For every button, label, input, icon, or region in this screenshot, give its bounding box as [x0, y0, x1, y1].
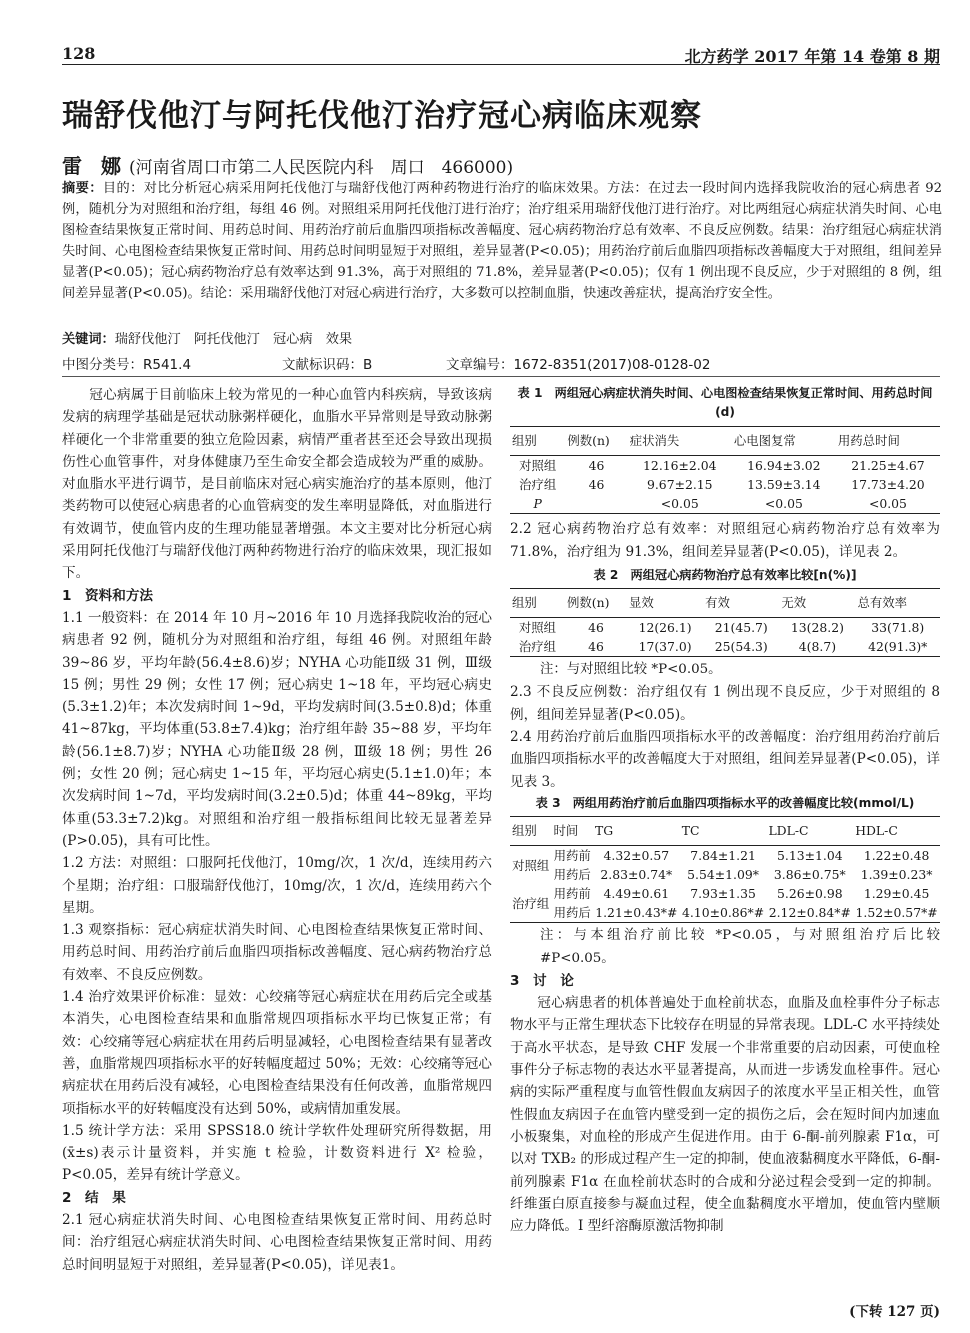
table-cell: 46 — [588, 458, 605, 474]
table-cell: 46 — [565, 637, 627, 657]
continued-note: (下转 127 页) — [849, 1304, 940, 1320]
table-cell: 25(54.3) — [703, 637, 779, 657]
table-cell: 用药前 — [553, 848, 591, 864]
table-cell: 33(71.8) — [871, 620, 925, 636]
page-number: 128 — [62, 44, 96, 63]
table-cell: 21(45.7) — [714, 620, 768, 636]
section-1-5-label: 1.5 统计学方法： — [62, 1122, 174, 1139]
section-1-5 — [62, 1120, 492, 1187]
section-1-4 — [62, 986, 492, 1120]
right-column — [510, 384, 940, 1237]
table-cell: 16.94±3.02 — [747, 458, 821, 474]
section-1-3 — [62, 919, 492, 986]
table-1-header: 组别 — [510, 427, 565, 456]
author-affiliation: (河南省周口市第二人民医院内科 周口 466000) — [128, 158, 514, 178]
section-1-3-label: 1.3 观察指标： — [62, 922, 158, 939]
table-1-caption: 表 1 两组冠心病症状消失时间、心电图检查结果恢复正常时间、用药总时间(d) — [517, 386, 933, 419]
table-row — [510, 494, 940, 514]
table-cell: 1.22±0.48 — [863, 848, 930, 864]
clc-number: 中图分类号：R541.4 — [62, 357, 192, 373]
article-title: 瑞舒伐他汀与阿托伐他汀治疗冠心病临床观察 — [62, 98, 702, 134]
section-1-heading: 1 资料和方法 — [62, 587, 154, 604]
table-row — [510, 456, 940, 476]
table-cell: 用药后 — [551, 903, 592, 923]
table-cell: 46 — [588, 477, 605, 493]
table-cell: 9.67±2.15 — [646, 477, 713, 493]
author-line — [62, 150, 513, 179]
table-cell: 2.83±0.74* — [600, 867, 673, 883]
section-1-2-text: 对照组：口服阿托伐他汀，10mg/次，1 次/d，连续用药六个星期；治疗组：口服瑞舒伐他汀，10mg/次，1 次/d，连续用药六个星期。 — [62, 855, 492, 916]
table-2-caption: 表 2 两组冠心病药物治疗总有效率比较[n(%)] — [593, 567, 857, 582]
section-2-4: 2.4 用药治疗前后血脂四项指标水平的改善幅度：治疗组用药治疗前后血脂四项指标水平的改善幅度大于对照组，组间差异显著(P<0.05)，详见表 3。 — [510, 729, 940, 790]
table-1-header: 用药总时间 — [836, 427, 940, 456]
table-cell: 用药前 — [553, 886, 591, 902]
keywords — [62, 328, 352, 347]
table-row — [510, 865, 940, 884]
table-3-note: 注：与本组治疗前比较 *P<0.05，与对照组治疗后比较 #P<0.05。 — [540, 928, 940, 966]
section-1-1-text: 在 2014 年 10 月~2016 年 10 月选择我院收治的冠心病患者 92 例，随机分为对照组和治疗组，每组 46 例。对照组年龄 39~86 岁，平均年龄(56.4±8.6)岁；NYHA 心功能Ⅱ级 31 例，Ⅲ级 15 例；男性 29 例；女性 17 例；冠心病史 1~18 年，平均冠心病史(5.3±1.2)年；本次发病时间 1~9d，平均发病时间(3.5±0.8)d；体重 41~87kg，平均体重(53.8±7.4)kg；治疗组年龄 35~88 岁，平均年龄(56.1±8.7)岁；NYHA 心功能Ⅱ级 28 例，Ⅲ级 18 例；男性 26 例；女性 20 例；冠心病史 1~15 年，平均冠心病史(5.1±1.0)年；本次发病时间 1~7d，平均发病时间(3.2±0.5)d；体重 44~89kg，平均体重(53.3±7.2)kg。对照组和治疗组一般指标组间比较无显著差异(P>0.05)，具有可比性。 — [62, 609, 492, 849]
abstract-text: 目的：对比分析冠心病采用阿托伐他汀与瑞舒伐他汀两种药物进行治疗的临床效果。方法：在过去一段时间内选择我院收治的冠心病患者 92 例，随机分为对照组和治疗组，每组 46 例。对照组采用阿托伐他汀进行治疗；治疗组采用瑞舒伐他汀进行治疗。对比两组冠心病症状消失时间、心电图检查结果恢复正常时间、用药总时间、用药治疗前后血脂四项指标改善幅度、冠心病药物治疗总有效率、不良反应例数。结果：治疗组冠心病症状消失时间、心电图检查结果恢复正常时间、用药总时间明显短于对照组，差异显著(P<0.05)；用药治疗前后血脂四项指标改善幅度大于对照组，组间差异显著(P<0.05)；冠心病药物治疗总有效率达到 91.3%，高于对照组的 71.8%，差异显著(P<0.05)；仅有 1 例出现不良反应，少于对照组的 8 例，组间差异显著(P<0.05)。结论：采用瑞舒伐他汀对冠心病进行治疗，大多数可以控制血脂，快速改善症状，提高治疗安全性。 — [62, 181, 943, 301]
table-2-header: 总有效率 — [856, 588, 940, 617]
doc-code: 文献标识码：B — [282, 357, 373, 373]
table-cell: 13(28.2) — [790, 620, 844, 636]
table-cell: 5.26±0.98 — [777, 886, 843, 902]
table-cell: 42(91.3)* — [856, 637, 940, 657]
table-cell: 用药后 — [553, 867, 591, 883]
section-1-1-label: 1.1 一般资料： — [62, 609, 156, 626]
section-3-heading: 3 讨 论 — [510, 972, 574, 989]
table-cell: 1.52±0.57*# — [853, 903, 940, 923]
table-cell: 5.54±1.09* — [687, 867, 759, 883]
table-cell: <0.05 — [732, 494, 836, 514]
author-name: 雷 娜 — [62, 154, 127, 178]
section-2-2: 2.2 冠心病药物治疗总有效率：对照组冠心病药物治疗总有效率为 71.8%，治疗组为 91.3%，组间差异显著(P<0.05)，详见表 2。 — [510, 521, 940, 560]
table-cell: 1.21±0.43*# — [593, 903, 680, 923]
section-1-5-text: 采用 SPSS18.0 统计学软件处理研究所得数据，用(x̄±s)表示计量资料，并实施 t 检验，计数资料进行 X² 检验，P<0.05，差异有统计学意义。 — [62, 1122, 492, 1184]
table-row — [510, 884, 940, 903]
table-cell: 13.59±3.14 — [747, 477, 821, 493]
section-1-4-label: 1.4 治疗效果评价标准： — [62, 989, 214, 1006]
section-1-1 — [62, 607, 492, 852]
table-cell: 21.25±4.67 — [851, 458, 925, 474]
table-3-header: HDL-C — [853, 816, 940, 845]
section-1-3-text: 冠心病症状消失时间、心电图检查结果恢复正常时间、用药总时间、用药治疗前后血脂四项指标改善幅度、冠心病药物治疗总有效率、不良反应例数。 — [62, 922, 492, 983]
table-cell: 1.29±0.45 — [863, 886, 930, 902]
meta-rule — [62, 376, 940, 377]
table-3-header: LDL-C — [766, 816, 853, 845]
table-group-cell: 治疗组 — [510, 884, 551, 923]
section-2-1-text: 治疗组冠心病症状消失时间、心电图检查结果恢复正常时间、用药总时间明显短于对照组，差异显著(P<0.05)，详见表1。 — [62, 1234, 493, 1273]
table-3-caption: 表 3 两组用药治疗前后血脂四项指标水平的改善幅度比较(mmol/L) — [535, 795, 915, 810]
table-row — [510, 618, 940, 638]
table-2 — [510, 588, 940, 657]
table-cell: 2.12±0.84*# — [766, 903, 853, 923]
section-1-2 — [62, 852, 492, 919]
table-2-header: 组别 — [510, 588, 565, 617]
table-cell: 7.84±1.21 — [690, 848, 756, 864]
table-cell — [565, 494, 627, 514]
table-cell: 对照组 — [519, 458, 557, 474]
section-2-1-label: 2.1 冠心病症状消失时间、心电图检查结果恢复正常时间、用药总时间： — [62, 1211, 492, 1251]
table-group-cell: 对照组 — [512, 857, 550, 873]
table-2-note: 注：与对照组比较 *P<0.05。 — [540, 662, 722, 678]
table-cell: 7.93±1.35 — [690, 886, 756, 902]
keywords-text: 瑞舒伐他汀 阿托伐他汀 冠心病 效果 — [114, 332, 353, 347]
table-3-header: 组别 — [510, 816, 551, 845]
table-cell: 12.16±2.04 — [643, 458, 717, 474]
table-3 — [510, 816, 940, 923]
table-row — [510, 846, 940, 866]
header-rule — [62, 64, 940, 65]
table-cell: 1.39±0.23* — [860, 867, 933, 883]
table-cell: 治疗组 — [519, 477, 557, 493]
table-1-header: 症状消失 — [628, 427, 732, 456]
section-2-1 — [62, 1209, 492, 1276]
table-cell: <0.05 — [836, 494, 940, 514]
table-cell: 对照组 — [518, 620, 557, 636]
section-2-heading: 2 结 果 — [62, 1189, 126, 1206]
journal-header: 北方药学 2017 年第 14 卷第 8 期 — [684, 47, 940, 66]
table-row — [510, 637, 940, 657]
table-3-header: 时间 — [551, 816, 592, 845]
table-cell: 4(8.7) — [779, 637, 855, 657]
table-1-header: 心电图复常 — [732, 427, 836, 456]
table-3-header: TC — [680, 816, 767, 845]
table-cell: 46 — [588, 620, 604, 636]
table-2-header: 显效 — [627, 588, 703, 617]
section-1-2-label: 1.2 方法： — [62, 855, 130, 872]
table-2-header: 例数(n) — [565, 588, 627, 617]
table-1-header: 例数(n) — [565, 427, 627, 456]
table-cell: 17.73±4.20 — [851, 477, 925, 493]
intro-paragraph: 冠心病属于目前临床上较为常见的一种心血管内科疾病，导致该病发病的病理学基础是冠状动脉粥样硬化，血脂水平异常则是导致动脉粥样硬化一个非常重要的独立危险因素，病情严重者甚至还会导致出现损伤性心血管事件，对身体健康乃至生命安全都会造成较为严重的威胁。对血脂水平进行调节，是目前临床对冠心病实施治疗的基本原则，他汀类药物可以使冠心病患者的心血管病变的发生率明显降低，对血脂进行有效调节，使血管内皮的生理功能显著增强。本文主要对比分析冠心病采用阿托伐他汀与瑞舒伐他汀两种药物进行治疗的临床效果，现汇报如下。 — [62, 387, 492, 582]
table-cell: 12(26.1) — [638, 620, 692, 636]
section-2-3: 2.3 不良反应例数：治疗组仅有 1 例出现不良反应，少于对照组的 8 例，组间差异显著(P<0.05)。 — [510, 684, 940, 723]
left-column — [62, 384, 492, 1276]
table-2-header: 无效 — [779, 588, 855, 617]
table-cell: 5.13±1.04 — [777, 848, 843, 864]
abstract-label: 摘要： — [62, 181, 103, 196]
table-3-header: TG — [593, 816, 680, 845]
keywords-label: 关键词： — [62, 332, 115, 347]
table-cell: 4.49±0.61 — [603, 886, 670, 902]
table-row — [510, 903, 940, 923]
table-2-header: 有效 — [703, 588, 779, 617]
article-number: 文章编号：1672-8351(2017)08-0128-02 — [446, 357, 711, 373]
table-1 — [510, 426, 940, 514]
table-cell: <0.05 — [628, 494, 732, 514]
table-cell: 4.10±0.86*# — [680, 903, 767, 923]
table-cell: 治疗组 — [510, 637, 565, 657]
section-1-4-text: 显效：心绞痛等冠心病症状在用药后完全或基本消失，心电图检查结果和血脂常规四项指标水平均已恢复正常；有效：心绞痛等冠心病症状在用药后明显减轻，心电图检查结果有显著改善，血脂常规四项指标水平的好转幅度超过 50%；无效：心绞痛等冠心病症状在用药后没有减轻，心电图检查结果没有任何改善，血脂常规四项指标水平的好转幅度没有达到 50%，或病情加重发展。 — [62, 989, 492, 1117]
table-cell: 4.32±0.57 — [603, 848, 670, 864]
discussion-paragraph: 冠心病患者的机体普遍处于血栓前状态，血脂及血栓事件分子标志物水平与正常生理状态下比较存在明显的异常表现。LDL-C 水平持续处于高水平状态，是导致 CHF 发展一个非常重要的启动因素，可使血栓事件分子标志物的表达水平显著提高，从而进一步诱发血栓事件。冠心病的实际严重程度与血管性假血友病因子的浓度水平呈正相关性，血管性假血友病因子在血管内壁受到一定的损伤之后，会在短时间内加速血小板聚集，对血栓的形成产生促进作用。由于 6-酮-前列腺素 F1α，可以对 TXB₂ 的形成过程产生一定的抑制，使血液黏稠度水平降低，6-酮-前列腺素 F1α 在血栓前状态时的合成和分泌过程会受到一定的抑制。纤维蛋白原直接参与凝血过程，使全血黏稠度水平增加，使血管内壁顺应力降低。I 型纤溶酶原激活物抑制 — [510, 995, 940, 1235]
table-cell: P — [510, 494, 565, 514]
table-row — [510, 475, 940, 494]
table-cell: 3.86±0.75* — [773, 867, 846, 883]
abstract — [62, 178, 942, 304]
table-cell: 17(37.0) — [627, 637, 703, 657]
